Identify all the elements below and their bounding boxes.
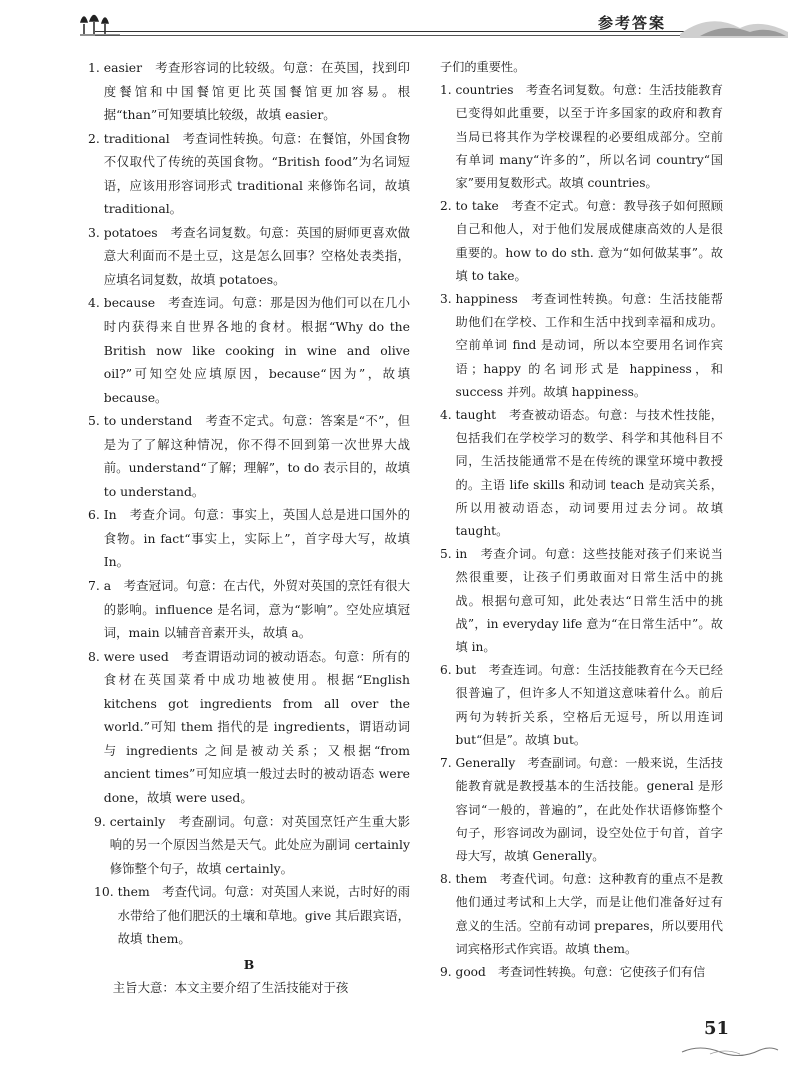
answer-text: potatoes 考查名词复数。句意：英国的厨师更喜欢做意大利面而不是土豆，这是怎么回事？空格处表类指，应填名词复数，故填 potatoes。	[103, 224, 410, 287]
answer-number: 10.	[94, 884, 118, 900]
page-number: 51	[704, 1018, 730, 1039]
trees-icon	[80, 10, 128, 36]
left-column	[88, 56, 410, 1000]
answer-text: were used 考查谓语动词的被动语态。句意：所有的食材在英国菜肴中成功地被使用。根据“English kitchens got ingredients from all over the world.”可知 them 指代的是 ingredients，谓语动词与 ingredients 之间是被动关系；又根据“from ancient times”可知应填一般过去时的被动语态 were done，故填 were used。	[103, 648, 410, 805]
answer-number: 2.	[88, 130, 104, 146]
answer-item	[440, 543, 723, 659]
answer-text: In 考查介词。句意：事实上，英国人总是进口国外的食物。in fact“事实上，实际上”，首字母大写，故填 In。	[103, 507, 410, 570]
section-letter: B	[243, 956, 255, 972]
answer-item	[440, 752, 723, 868]
answer-text: Generally 考查副词。句意：一般来说，生活技能教育就是教授基本的生活技能。general 是形容词“一般的，普遍的”，在此处作状语修饰整个句子，形容词改为副词，设空处位于句首，首字母大写，故填 Generally。	[455, 756, 723, 863]
answer-number: 7.	[88, 578, 104, 594]
answer-item	[440, 404, 723, 543]
summary-continuation: 子们的重要性。	[440, 60, 526, 74]
answer-number: 3.	[440, 292, 456, 307]
answer-text: to take 考查不定式。句意：教导孩子如何照顾自己和他人，对于他们发展成健康高效的人是很重要的。how to do sth. 意为“如何做某事”。故填 to take。	[455, 199, 723, 283]
answer-text: in 考查介词。句意：这些技能对孩子们来说当然很重要，让孩子们勇敢面对日常生活中的挑战。根据句意可知，此处表达“日常生活中的挑战”，in everyday life 意为“在日常生活中”。故填 in。	[455, 547, 723, 655]
answer-text: a 考查冠词。句意：在古代，外贸对英国的烹饪有很大的影响。influence 是名词，意为“影响”。空处应填冠词，main 以辅音音素开头，故填 a。	[103, 578, 410, 641]
answer-text: countries 考查名词复数。句意：生活技能教育已变得如此重要，以至于许多国家的政府和教育当局已将其作为学校课程的必要组成部分。空前有单词 many“许多的”，所以名词 country“国家”要用复数形式。故填 countries。	[455, 83, 723, 191]
answer-item	[88, 503, 410, 574]
right-column	[440, 56, 723, 984]
answer-text: but 考查连词。句意：生活技能教育在今天已经很普遍了，但许多人不知道这意味着什么。前后两句为转折关系，空格后无逗号，所以用连词 but“但是”。故填 but。	[455, 663, 723, 747]
answer-item	[88, 291, 410, 409]
answer-item	[88, 127, 410, 221]
answer-item	[88, 221, 410, 292]
answer-number: 5.	[88, 413, 104, 429]
answer-item	[88, 645, 410, 810]
answer-item	[440, 868, 723, 961]
answer-number: 9.	[94, 813, 110, 829]
answer-number: 8.	[440, 872, 456, 887]
header-rule-thin	[95, 35, 705, 36]
flourish-ornament-icon	[680, 1040, 780, 1060]
answer-number: 8.	[88, 648, 104, 664]
answer-text: traditional 考查词性转换。句意：在餐馆，外国食物不仅取代了传统的英国食物。“British food”为名词短语，应该用形容词形式 traditional 来修饰名词，故填 traditional。	[103, 130, 410, 217]
answer-item	[440, 659, 723, 752]
answer-number: 9.	[440, 964, 456, 979]
page-header	[0, 0, 800, 44]
answer-number: 3.	[88, 224, 104, 240]
answer-number: 1.	[88, 60, 104, 75]
answer-text: taught 考查被动语态。句意：与技术性技能，包括我们在学校学习的数学、科学和其他科目不同，生活技能通常不是在传统的课堂环境中教授的。主语 life skills 和动词 teach 是动宾关系，所以用被动语态，动词要用过去分词。故填 taught。	[455, 408, 723, 539]
answer-text: good 考查词性转换。句意：它使孩子们有信	[455, 964, 706, 979]
answer-text: easier 考查形容词的比较级。句意：在英国，找到印度餐馆和中国餐馆更比英国餐馆更加容易。根据“than”可知要填比较级，故填 easier。	[103, 60, 410, 123]
answer-item	[88, 880, 410, 951]
answer-number: 4.	[440, 408, 456, 423]
answer-item	[88, 409, 410, 503]
answer-item	[88, 810, 410, 881]
answer-item	[440, 288, 723, 404]
answer-item	[88, 574, 410, 645]
answer-item	[440, 195, 723, 288]
hills-icon	[640, 8, 790, 42]
answer-number: 7.	[440, 756, 456, 771]
passage-summary: 主旨大意：本文主要介绍了生活技能对于孩	[112, 980, 349, 996]
header-title: 参考答案	[598, 14, 667, 32]
answer-text: to understand 考查不定式。句意：答案是“不”，但是为了了解这种情况，你不得不回到第一次世界大战前。understand“了解；理解”，to do 表示目的，故填 to understand。	[103, 413, 410, 499]
answer-number: 1.	[440, 83, 456, 98]
answer-item	[440, 79, 723, 195]
answer-number: 2.	[440, 199, 456, 214]
answer-number: 6.	[440, 663, 456, 678]
answer-text: because 考查连词。句意：那是因为他们可以在几小时内获得来自世界各地的食材。根据“Why do the British now like cooking in wine and olive oil?”可知空处应填原因，because“因为”，故填 because。	[103, 295, 410, 405]
answer-number: 5.	[440, 547, 456, 562]
answer-text: them 考查代词。句意：对英国人来说，古时好的雨水带给了他们肥沃的土壤和草地。give 其后跟宾语，故填 them。	[117, 884, 410, 947]
answer-text: certainly 考查副词。句意：对英国烹饪产生重大影响的另一个原因当然是天气。此处应为副词 certainly 修饰整个句子，故填 certainly。	[109, 813, 410, 876]
answer-text: them 考查代词。句意：这种教育的重点不是教他们通过考试和上大学，而是让他们准备好过有意义的生活。空前有动词 prepares，所以要用代词宾格形式作宾语。故填 them。	[455, 872, 723, 956]
answer-item	[440, 961, 723, 984]
answer-number: 6.	[88, 507, 104, 523]
answer-number: 4.	[88, 295, 104, 311]
answer-text: happiness 考查词性转换。句意：生活技能帮助他们在学校、工作和生活中找到幸福和成功。空前单词 find 是动词，所以本空要用名词作宾语；happy 的名词形式是 happiness，和 success 并列。故填 happiness。	[455, 292, 723, 399]
answer-item	[88, 56, 410, 127]
